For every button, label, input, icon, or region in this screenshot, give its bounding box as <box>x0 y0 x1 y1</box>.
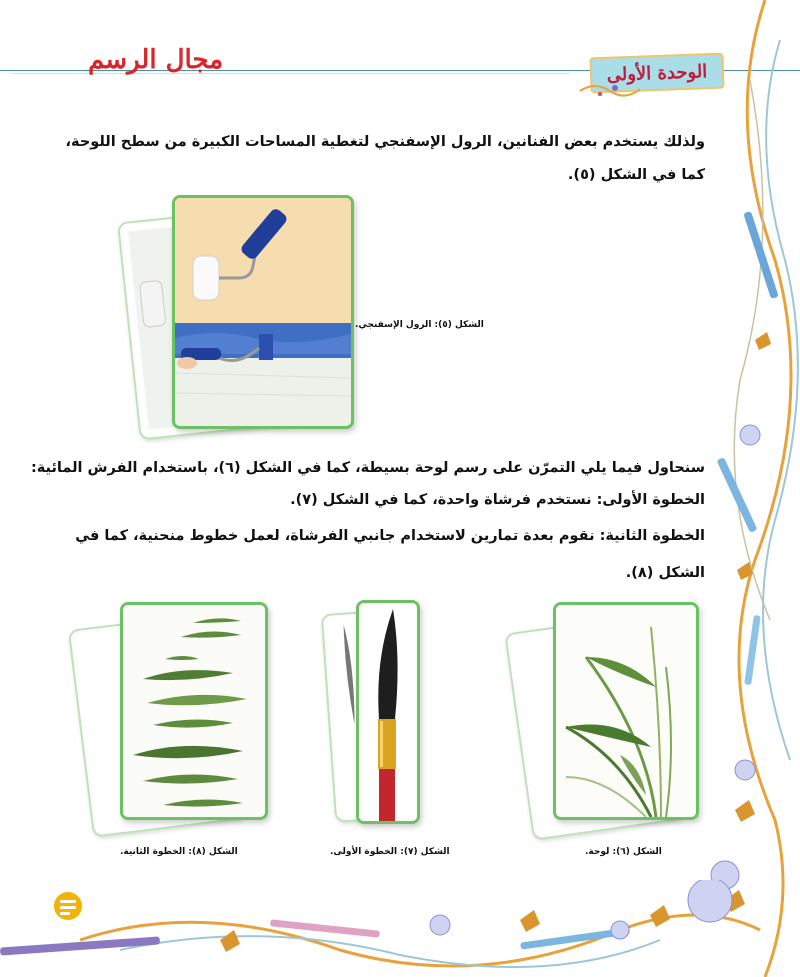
paragraph1-line2: كما في الشكل (٥). <box>567 167 705 183</box>
figure5-image <box>172 195 354 429</box>
paragraph2-line2: الخطوة الأولى: نستخدم فرشاة واحدة، كما في الشكل (٧). <box>290 492 705 508</box>
grass-painting-image <box>556 605 696 817</box>
floral-border-decoration <box>705 0 800 977</box>
figure7-image <box>356 600 420 824</box>
figure5-caption: الشكل (٥): الرول الإسفنجي. <box>355 320 484 330</box>
paragraph2-line3: الخطوة الثانية: نقوم بعدة تمارين لاستخدام جانبي الفرشاة، لعمل خطوط منحنية، كما في <box>75 528 705 544</box>
figure6-caption: الشكل (٦): لوحة. <box>585 847 662 857</box>
subject-title: مجال الرسم <box>88 45 224 75</box>
brush-strokes-image <box>123 605 265 817</box>
unit-badge-label: الوحدة الأولى <box>606 60 708 86</box>
figure8-image <box>120 602 268 820</box>
paint-brush-image <box>359 603 417 821</box>
sponge-roller-image <box>175 198 351 426</box>
paragraph1-line1: ولذلك يستخدم بعض الفنانين، الرول الإسفنجي لتغطية المساحات الكبيرة من سطح اللوحة، <box>65 134 705 150</box>
bottom-border-decoration <box>0 880 800 977</box>
figure7-caption: الشكل (٧): الخطوة الأولى. <box>330 847 450 857</box>
paragraph2-line4: الشكل (٨). <box>625 565 705 581</box>
paragraph2-line1: سنحاول فيما يلي التمرّن على رسم لوحة بسيطة، كما في الشكل (٦)، باستخدام الفرش المائية: <box>30 460 705 476</box>
publisher-logo-icon <box>48 888 88 924</box>
badge-decoration-icon <box>575 76 645 101</box>
figure6-image <box>553 602 699 820</box>
figure8-caption: الشكل (٨): الخطوة الثانية. <box>120 847 238 857</box>
